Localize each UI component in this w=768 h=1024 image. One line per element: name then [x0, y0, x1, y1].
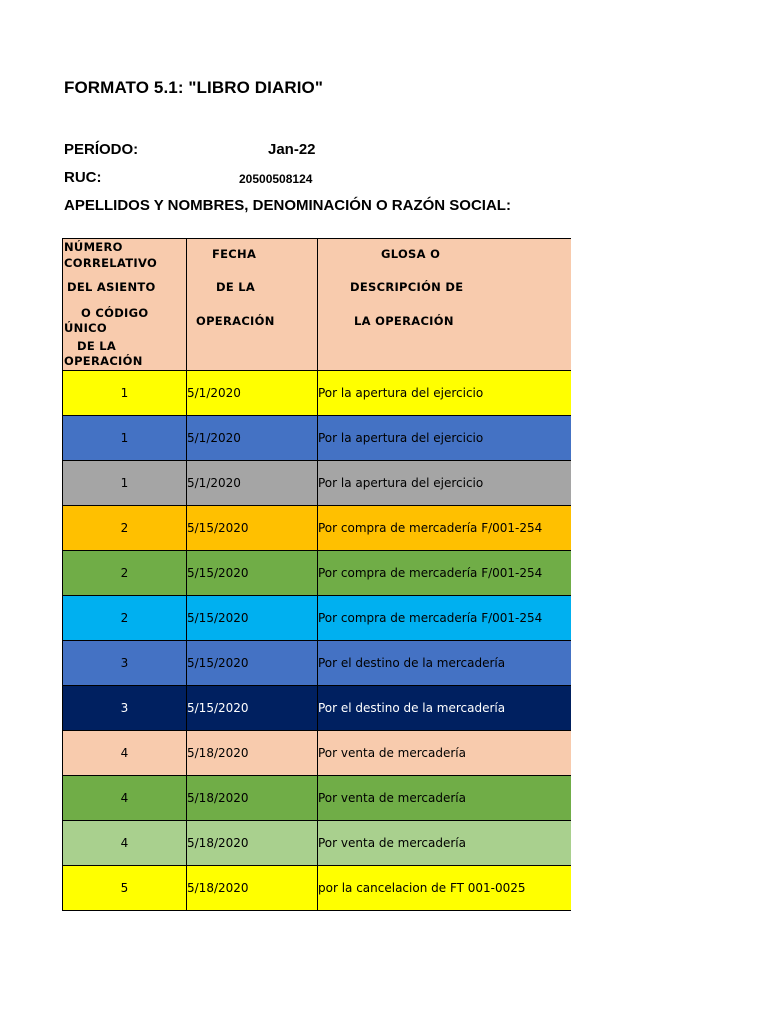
- cell-fecha: 5/18/2020: [187, 776, 318, 821]
- header-line: DEL ASIENTO: [67, 280, 156, 294]
- cell-glosa: Por venta de mercadería: [318, 731, 571, 776]
- table-header-row: [63, 239, 571, 371]
- cell-glosa: Por venta de mercadería: [318, 776, 571, 821]
- header-fecha: [187, 239, 318, 371]
- document-title: FORMATO 5.1: "LIBRO DIARIO": [64, 78, 324, 97]
- cell-glosa: Por compra de mercadería F/001-254: [318, 551, 571, 596]
- header-line: LA OPERACIÓN: [354, 314, 454, 328]
- header-line: O CÓDIGO: [81, 306, 149, 320]
- cell-numero: 5: [63, 866, 187, 911]
- cell-glosa: Por el destino de la mercadería: [318, 686, 571, 731]
- cell-numero: 4: [63, 731, 187, 776]
- cell-fecha: 5/1/2020: [187, 416, 318, 461]
- header-line: OPERACIÓN: [196, 314, 275, 328]
- cell-fecha: 5/18/2020: [187, 821, 318, 866]
- cell-numero: 4: [63, 821, 187, 866]
- cell-glosa: por la cancelacion de FT 001-0025: [318, 866, 571, 911]
- cell-fecha: 5/15/2020: [187, 641, 318, 686]
- cell-glosa: Por compra de mercadería F/001-254: [318, 506, 571, 551]
- table-row: [63, 371, 571, 416]
- cell-fecha: 5/1/2020: [187, 371, 318, 416]
- header-glosa: [318, 239, 571, 371]
- cell-numero: 2: [63, 551, 187, 596]
- cell-fecha: 5/15/2020: [187, 596, 318, 641]
- header-line: GLOSA O: [381, 247, 441, 261]
- table-row: [63, 506, 571, 551]
- ruc-value: 20500508124: [239, 172, 313, 186]
- cell-glosa: Por la apertura del ejercicio: [318, 416, 571, 461]
- cell-fecha: 5/15/2020: [187, 551, 318, 596]
- cell-fecha: 5/18/2020: [187, 866, 318, 911]
- cell-glosa: Por la apertura del ejercicio: [318, 461, 571, 506]
- header-line: NÚMERO: [64, 240, 123, 254]
- cell-numero: 1: [63, 461, 187, 506]
- table-row: [63, 731, 571, 776]
- header-line: DE LA: [77, 339, 117, 353]
- table-row: [63, 821, 571, 866]
- header-line: ÚNICO: [64, 321, 107, 335]
- table-row: [63, 686, 571, 731]
- cell-numero: 2: [63, 506, 187, 551]
- cell-fecha: 5/1/2020: [187, 461, 318, 506]
- cell-numero: 2: [63, 596, 187, 641]
- header-numero-correlativo: [63, 239, 187, 371]
- period-value: Jan-22: [268, 141, 316, 158]
- header-line: OPERACIÓN: [64, 354, 143, 368]
- table-row: [63, 776, 571, 821]
- cell-fecha: 5/18/2020: [187, 731, 318, 776]
- cell-numero: 1: [63, 371, 187, 416]
- header-line: DESCRIPCIÓN DE: [350, 280, 464, 294]
- cell-glosa: Por compra de mercadería F/001-254: [318, 596, 571, 641]
- cell-numero: 3: [63, 641, 187, 686]
- cell-glosa: Por venta de mercadería: [318, 821, 571, 866]
- table-row: [63, 461, 571, 506]
- header-line: CORRELATIVO: [64, 256, 158, 270]
- header-line: FECHA: [212, 247, 257, 261]
- cell-numero: 1: [63, 416, 187, 461]
- libro-diario-table: [62, 238, 571, 911]
- table-row: [63, 866, 571, 911]
- ruc-label: RUC:: [64, 169, 102, 186]
- cell-fecha: 5/15/2020: [187, 686, 318, 731]
- table-row: [63, 416, 571, 461]
- cell-numero: 4: [63, 776, 187, 821]
- header-line: DE LA: [216, 280, 256, 294]
- table-row: [63, 596, 571, 641]
- cell-glosa: Por la apertura del ejercicio: [318, 371, 571, 416]
- cell-fecha: 5/15/2020: [187, 506, 318, 551]
- table-row: [63, 551, 571, 596]
- cell-glosa: Por el destino de la mercadería: [318, 641, 571, 686]
- razon-social-label: APELLIDOS Y NOMBRES, DENOMINACIÓN O RAZÓN SOCIAL:: [64, 197, 511, 214]
- table-row: [63, 641, 571, 686]
- cell-numero: 3: [63, 686, 187, 731]
- period-label: PERÍODO:: [64, 141, 139, 158]
